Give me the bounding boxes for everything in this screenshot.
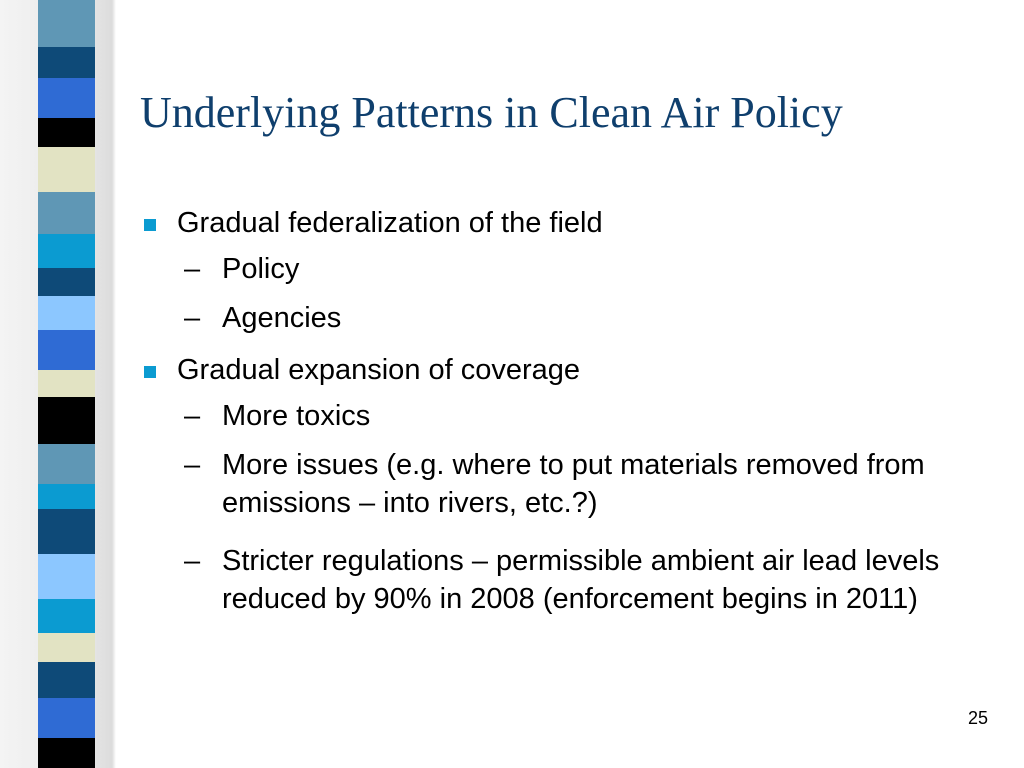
slide-content (142, 201, 1014, 672)
subbullet-more-issues (142, 446, 1014, 538)
stripe-6 (38, 147, 95, 192)
subbullet-stricter-regulations (142, 542, 1014, 672)
bullet-text: Gradual federalization of the field (177, 207, 603, 239)
bullet-text: Gradual expansion of coverage (177, 354, 581, 386)
stripe-16 (38, 509, 95, 554)
stripe-21 (38, 698, 95, 738)
stripe-14 (38, 444, 95, 484)
bullet-gradual-expansion (142, 348, 1014, 397)
stripe-5 (38, 118, 95, 147)
subbullet-text: More issues (e.g. where to put materials removed from emissions – into rivers, etc.?) (222, 449, 925, 519)
stripe-2 (38, 20, 95, 47)
stripe-10 (38, 296, 95, 330)
stripe-13 (38, 397, 95, 444)
stripe-9 (38, 268, 95, 296)
dash-bullet-icon: – (184, 545, 201, 577)
slide-title: Underlying Patterns in Clean Air Policy (140, 88, 843, 137)
dash-bullet-icon: – (184, 449, 201, 481)
stripe-19 (38, 633, 95, 662)
stripe-4 (38, 78, 95, 118)
dash-bullet-icon: – (184, 253, 201, 285)
stripe-20 (38, 662, 95, 698)
square-bullet-icon (144, 219, 156, 231)
stripe-12 (38, 370, 95, 397)
decorative-stripes (38, 0, 98, 768)
bullet-gradual-federalization (142, 201, 1014, 250)
page-number: 25 (967, 708, 988, 728)
subbullet-policy (142, 250, 1014, 299)
stripe-11 (38, 330, 95, 370)
subbullet-text: Stricter regulations – permissible ambient air lead levels reduced by 90% in 2008 (enforcement begins in 2011) (222, 545, 940, 615)
dash-bullet-icon: – (184, 400, 201, 432)
subbullet-text: Agencies (222, 302, 342, 334)
square-bullet-icon (144, 366, 156, 378)
stripe-3 (38, 47, 95, 78)
subbullet-text: Policy (222, 253, 300, 285)
stripe-8 (38, 234, 95, 268)
dash-bullet-icon: – (184, 302, 201, 334)
subbullet-text: More toxics (222, 400, 371, 432)
stripe-15 (38, 484, 95, 509)
stripe-22 (38, 738, 95, 768)
bullet-list (142, 201, 1014, 672)
subbullet-more-toxics (142, 397, 1014, 446)
stripe-18 (38, 599, 95, 633)
stripe-17 (38, 554, 95, 599)
stripe-1 (38, 0, 95, 20)
subbullet-agencies (142, 299, 1014, 348)
stripe-7 (38, 192, 95, 234)
